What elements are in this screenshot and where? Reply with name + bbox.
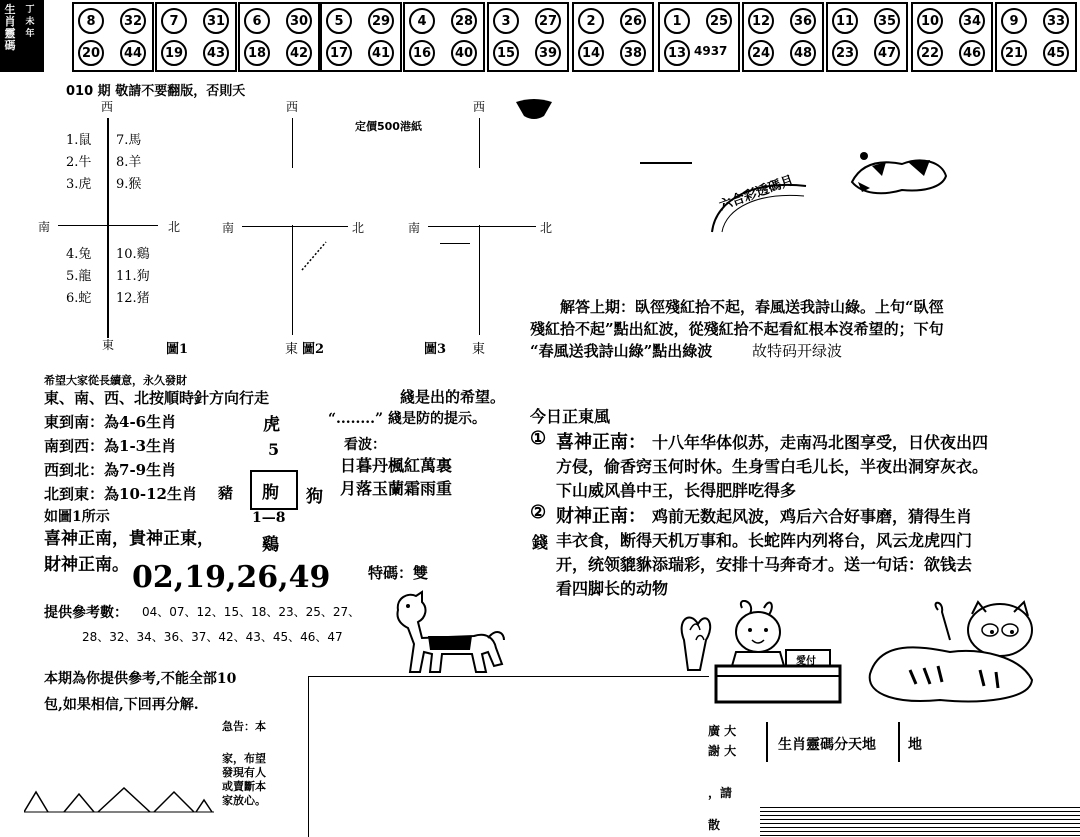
compass-west-label: 西: [473, 100, 486, 114]
number-ball: 40: [451, 40, 477, 66]
compass-vertical-axis-bottom: [479, 225, 480, 335]
answer-result: 故特码开绿波: [752, 342, 843, 360]
compass-west-label: 西: [286, 100, 299, 114]
compass-north-label: 北: [352, 221, 365, 235]
paragraph-2-line-1: 鸡前无数起风波，鸡后六合好事磨，猜得生肖: [652, 507, 973, 526]
paragraph-1-line-3: 下山威风兽中王，长得肥胖吃得多: [556, 481, 797, 500]
horse-illustration: [378, 588, 508, 678]
short-dash: [640, 162, 692, 164]
blank-panel: [308, 676, 709, 837]
number-ball: 46: [959, 40, 985, 66]
figure-3-caption: 圖3: [424, 342, 447, 357]
zodiac-item: 8.羊: [116, 155, 142, 170]
notice-line-3: 發現有人: [222, 766, 266, 779]
tiger-label: 虎: [263, 415, 280, 435]
number-ball: 11: [832, 8, 858, 34]
number-ball: 15: [493, 40, 519, 66]
number-ball: 36: [790, 8, 816, 34]
price-label: 定價500港紙: [355, 120, 422, 133]
pay-sign: 愛付: [796, 656, 816, 667]
compass-west-label: 西: [101, 100, 114, 114]
zodiac-item: 4.兔: [66, 247, 92, 262]
side-label-text: 生肖靈碼: [4, 3, 16, 52]
direction-west-north: 西到北：為7-9生肖: [44, 461, 177, 479]
stamp-text: 六合彩透碼月: [717, 173, 796, 214]
number-ball: 47: [874, 40, 900, 66]
number-box: [155, 2, 237, 72]
footer-line-2: 包,如果相信,下回再分解.: [44, 697, 199, 713]
wish-line: 希望大家從長續意，永久發財: [44, 374, 187, 387]
top-number-bar: [0, 0, 1080, 72]
number-box: [911, 2, 993, 72]
number-ball: 13: [664, 40, 690, 66]
paragraph-2-heading: 财神正南：: [556, 506, 646, 527]
compass-south-label: 南: [38, 220, 51, 234]
dotted-line-hint: “........” 綫是防的提示。: [328, 411, 486, 427]
number-ball: 31: [203, 8, 229, 34]
compass-north-label: 北: [540, 221, 553, 235]
title-box-text: 生肖靈碼分天地: [778, 737, 876, 753]
number-box: [403, 2, 485, 72]
paragraph-2-line-3: 开，统领貔貅添瑞彩，安排十马奔奇才。送一句话：欲钱去: [556, 555, 973, 574]
title-box: [766, 722, 900, 762]
number-ball: 44: [120, 40, 146, 66]
zodiac-item: 11.狗: [116, 269, 150, 284]
zodiac-item: 12.猪: [116, 291, 150, 306]
number-box: [238, 2, 320, 72]
number-ball: 34: [959, 8, 985, 34]
number-ball: 21: [1001, 40, 1027, 66]
number-ball: 18: [244, 40, 270, 66]
number-ball: 19: [161, 40, 187, 66]
compass-east-label: 東: [472, 342, 486, 357]
today-wind: 今日正東風: [530, 407, 611, 426]
chicken-label: 鷄: [262, 535, 279, 555]
number-ball: 6: [244, 8, 270, 34]
special-code: 特碼：雙: [368, 564, 429, 582]
bottom-left-text-3: ，請: [708, 786, 733, 800]
number-box: [995, 2, 1077, 72]
answer-line-3: “春風送我詩山綠”點出綠波: [530, 342, 713, 360]
compass-vertical-axis: [107, 118, 109, 338]
number-ball: 4: [409, 8, 435, 34]
number-ball: 39: [535, 40, 561, 66]
number-ball: 28: [451, 8, 477, 34]
notice-line-5: 家放心。: [222, 794, 266, 807]
number-box: [487, 2, 569, 72]
reference-numbers-2: 28、32、34、36、37、42、43、45、46、47: [82, 630, 343, 644]
bottom-left-text-1: 廣 大: [708, 724, 737, 738]
compass-east-label: 東: [285, 342, 299, 357]
bottom-left-text-2: 謝 大: [708, 744, 737, 758]
zodiac-item: 7.馬: [116, 133, 142, 148]
zodiac-item: 10.鷄: [116, 247, 150, 262]
number-box: [658, 2, 740, 72]
featured-numbers: 02,19,26,49: [132, 560, 331, 595]
number-ball: 9: [1001, 8, 1027, 34]
direction-east-south: 東到南：為4-6生肖: [44, 413, 177, 431]
paragraph-2-line-2: 丰衣食，断得天机万事和。长蛇阵内列将台，风云龙虎四门: [556, 531, 973, 550]
compass-horizontal-axis: [242, 226, 348, 227]
number-ball: 7: [161, 8, 187, 34]
number-box: [572, 2, 654, 72]
range-label: 1—8: [252, 510, 286, 526]
solid-short-line: [440, 243, 470, 244]
notice-line-4: 或賣斷本: [222, 780, 266, 793]
dog-label: 狗: [306, 487, 323, 507]
zodiac-item: 6.蛇: [66, 291, 92, 306]
see-wave-label: 看波：: [344, 437, 386, 453]
number-ball: 5: [326, 8, 352, 34]
gods-line-2: 財神正南。: [44, 555, 129, 575]
side-label: [0, 0, 44, 72]
number-box: [826, 2, 908, 72]
number-ball: 22: [917, 40, 943, 66]
five-label: 5: [268, 440, 280, 459]
paragraph-1-number: ①: [530, 428, 547, 449]
number-ball: 1: [664, 8, 690, 34]
title-box-tail: 地: [908, 737, 922, 753]
number-ball: 33: [1043, 8, 1069, 34]
paragraph-1-line-1: 十八年华体似苏，走南冯北图享受，日伏夜出四: [652, 433, 989, 452]
number-ball: 16: [409, 40, 435, 66]
number-ball: 35: [874, 8, 900, 34]
notice-line-2: 家，布望: [222, 752, 266, 765]
number-ball: 8: [78, 8, 104, 34]
number-ball: 14: [578, 40, 604, 66]
compass-vertical-axis-top: [292, 118, 293, 168]
number-ball: 17: [326, 40, 352, 66]
number-ball: 27: [535, 8, 561, 34]
pig-label: 豬: [218, 484, 234, 502]
paragraph-1-line-2: 方侵，偷香窍玉何时休。生身雪白毛儿长，半夜出洞穿灰衣。: [556, 457, 989, 476]
side-label-year: 丁未年: [25, 5, 35, 39]
dotted-diagonal-line: [300, 240, 330, 272]
number-ball: 25: [706, 8, 732, 34]
compass-east-label: 東: [102, 338, 115, 352]
answer-line-2: 殘紅拾不起”點出紅波，從殘紅拾不起看紅根本沒希望的；下句: [530, 320, 944, 338]
as-figure-1: 如圖1所示: [44, 509, 110, 525]
zodiac-item: 2.牛: [66, 155, 92, 170]
number-ball: 45: [1043, 40, 1069, 66]
zodiac-item: 1.鼠: [66, 133, 92, 148]
zodiac-item: 3.虎: [66, 177, 92, 192]
number-ball: 42: [286, 40, 312, 66]
cow-illustration: [842, 142, 952, 202]
box-character: 朐: [262, 483, 279, 503]
number-ball: 4937: [694, 40, 727, 62]
figure-1-caption: 圖1: [166, 342, 189, 357]
paragraph-1-heading: 喜神正南：: [556, 432, 646, 453]
compass-north-label: 北: [168, 220, 181, 234]
compass-horizontal-axis: [58, 225, 158, 226]
number-ball: 24: [748, 40, 774, 66]
figure-2-caption: 圖2: [302, 342, 325, 357]
number-ball: 26: [620, 8, 646, 34]
direction-north-east: 北到東：為10-12生肖: [44, 485, 197, 503]
rabbit-at-desk-illustration: [676, 600, 846, 710]
seal-fragment: [514, 98, 554, 122]
money-side-character: 錢: [532, 533, 549, 552]
poem-line-2: 月落玉蘭霜雨重: [340, 479, 453, 498]
number-box: [742, 2, 824, 72]
bottom-left-text-4: 散: [708, 818, 721, 832]
number-ball: 41: [368, 40, 394, 66]
paragraph-2-number: ②: [530, 502, 547, 523]
reference-label: 提供參考數：: [44, 605, 128, 621]
number-ball: 43: [203, 40, 229, 66]
direction-intro-tail: 綫是出的希望。: [400, 388, 506, 406]
number-box: [72, 2, 154, 72]
hatched-band: [760, 806, 1080, 836]
zodiac-item: 9.猴: [116, 177, 142, 192]
zodiac-item: 5.龍: [66, 269, 92, 284]
number-ball: 30: [286, 8, 312, 34]
gods-line-1: 喜神正南，貴神正東，: [44, 529, 214, 549]
cat-illustration: [860, 600, 1040, 710]
number-box: [320, 2, 402, 72]
issue-line: 010 期 敬請不要翻版，否則夭: [66, 84, 246, 99]
number-ball: 23: [832, 40, 858, 66]
compass-south-label: 南: [222, 221, 235, 235]
number-ball: 48: [790, 40, 816, 66]
number-ball: 20: [78, 40, 104, 66]
number-ball: 3: [493, 8, 519, 34]
reference-numbers-1: 04、07、12、15、18、23、25、27、: [142, 605, 361, 619]
compass-horizontal-axis: [428, 226, 536, 227]
paragraph-2-line-4: 看四脚长的动物: [556, 579, 669, 598]
compass-vertical-axis-top: [479, 118, 480, 168]
number-ball: 32: [120, 8, 146, 34]
compass-vertical-axis-bottom: [292, 225, 293, 335]
poem-line-1: 日暮丹楓紅萬裏: [340, 456, 453, 475]
number-ball: 29: [368, 8, 394, 34]
number-ball: 2: [578, 8, 604, 34]
notice-line-1: 急告：本: [222, 720, 266, 733]
number-ball: 10: [917, 8, 943, 34]
number-ball: 12: [748, 8, 774, 34]
compass-south-label: 南: [408, 221, 421, 235]
direction-intro: 東、南、西、北按順時針方向行走: [44, 389, 270, 407]
footer-line-1: 本期為你提供參考,不能全部10: [44, 671, 237, 687]
answer-line-1: 解答上期：臥徑殘紅拾不起，春風送我詩山綠。上句“臥徑: [560, 298, 944, 316]
mountain-decoration: [24, 784, 214, 814]
direction-south-west: 南到西：為1-3生肖: [44, 437, 177, 455]
compass-box: [250, 470, 298, 510]
number-ball: 38: [620, 40, 646, 66]
